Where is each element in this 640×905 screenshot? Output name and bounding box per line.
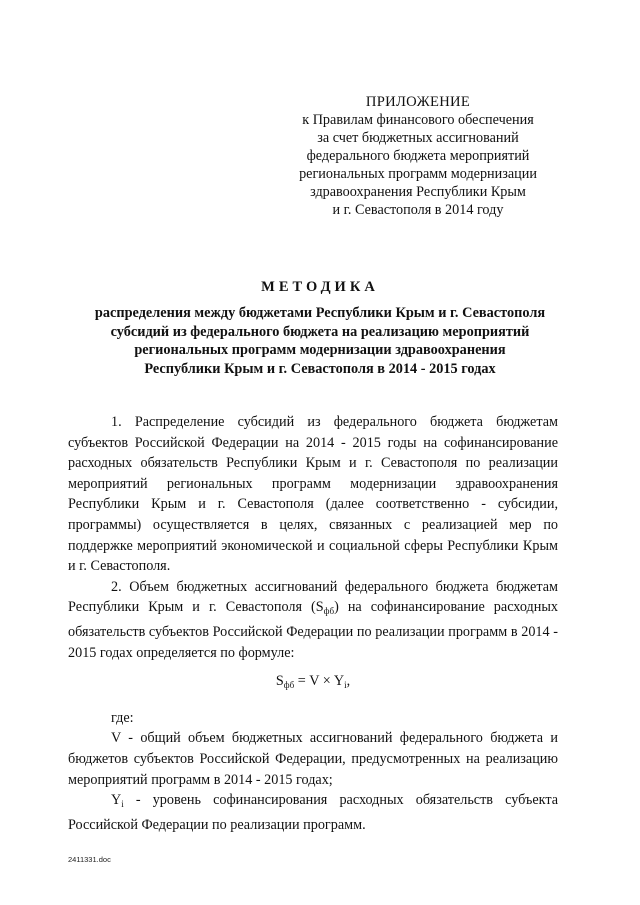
paragraph-2-text-before: 2. Объем бюджетных ассигнований федерального бюджета бюджетам Республики Крым и г. Севастополя ( <box>68 578 558 616</box>
appendix-line: региональных программ модернизации <box>299 166 537 182</box>
file-name-footer: 2411331.doc <box>68 855 111 864</box>
appendix-line: здравоохранения Республики Крым <box>310 184 526 200</box>
y-symbol: $Y_i$ <box>111 792 124 810</box>
y-definition: $Y_i$ - уровень софинансирования расходных обязательств субъекта Российской Федерации по реализации программ. <box>68 792 558 833</box>
document-title: МЕТОДИКА <box>261 279 379 295</box>
formula: $S_{фб} = V \times Y_i$, <box>275 673 351 691</box>
s-fb-symbol: $S_{фб}$ <box>315 599 335 617</box>
where-label: где: <box>111 709 134 726</box>
appendix-header <box>268 93 568 219</box>
paragraph-2-text-after: ) на софинансирование расходных обязательств субъектов Российской Федерации по реализации программ в 2014 - 2015 годах определяется по формуле: <box>68 599 558 661</box>
appendix-line: и г. Севастополя в 2014 году <box>332 202 504 218</box>
appendix-line: федерального бюджета мероприятий <box>306 148 530 164</box>
subtitle-line: региональных программ модернизации здравоохранения <box>134 342 506 358</box>
subtitle-line: Республики Крым и г. Севастополя в 2014 - 2015 годах <box>144 360 496 377</box>
paragraph-2 <box>68 577 558 663</box>
appendix-line: за счет бюджетных ассигнований <box>317 130 519 146</box>
v-definition: V - общий объем бюджетных ассигнований федерального бюджета и бюджетов субъектов Российской Федерации, предусмотренных на реализацию мероприятий программ в 2014 - 2015 годах; <box>68 730 558 788</box>
subtitle-line: субсидий из федерального бюджета на реализацию мероприятий <box>110 323 530 340</box>
paragraph-1: 1. Распределение субсидий из федерального бюджета бюджетам субъектов Российской Федерации на 2014 - 2015 годы на софинансирование расходных обязательств Республики Крым и г. Севастополя по реализации мероприятий региональных программ модернизации здравоохранения Республики Крым и г. Севастополя (далее соответственно - субсидии, программы) осуществляется в целях, связанных с реализацией мер по поддержке мероприятий экономической и социальной сферы Республики Крым и г. Севастополя. <box>68 414 558 575</box>
subtitle-line: распределения между бюджетами Республики Крым и г. Севастополя <box>94 305 546 321</box>
document-body <box>68 412 558 835</box>
document-subtitle <box>65 304 575 378</box>
appendix-title: ПРИЛОЖЕНИЕ <box>365 94 471 110</box>
appendix-line: к Правилам финансового обеспечения <box>302 112 534 128</box>
